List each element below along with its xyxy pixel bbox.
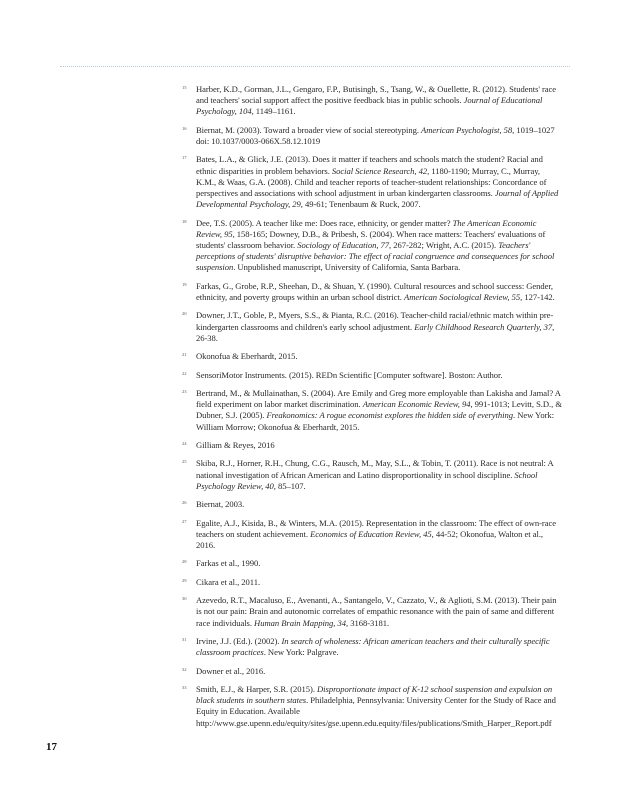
citation-text: . New York: Palgrave. (263, 647, 339, 658)
endnote-number: 20 (182, 311, 187, 317)
endnote-19 (182, 281, 562, 303)
citation-text: , 26-38. (196, 321, 555, 343)
citation-text: Farkas et al., 1990. (196, 558, 261, 569)
endnote-number: 23 (182, 388, 187, 394)
endnote-25 (182, 458, 562, 492)
endnote-31 (182, 636, 562, 658)
endnote-number: 22 (182, 370, 187, 376)
header-rule (60, 66, 570, 67)
citation-source-title: American Sociological Review, 55 (404, 292, 521, 302)
endnote-20 (182, 310, 562, 344)
citation-text: Farkas, G., Grobe, R.P., Sheehan, D., & Shuan, Y. (1990). Cultural resources and school success: Gender, ethnicity, and poverty groups within an urban school district. (196, 280, 553, 302)
endnote-number: 33 (182, 684, 187, 690)
endnote-number: 26 (182, 500, 187, 506)
endnote-number: 25 (182, 459, 187, 465)
citation-text: Irvine, J.J. (Ed.). (2002). (196, 635, 282, 646)
endnote-18 (182, 218, 562, 274)
citation-source-title: Disproportionate impact of K-12 school suspension and expulsion on black students in southern states (196, 683, 553, 706)
citation-text: , 49-61; Tenenbaum & Ruck, 2007. (300, 199, 421, 210)
endnote-15 (182, 84, 562, 118)
endnote-16 (182, 125, 562, 147)
citation-text: Biernat, M. (2003). Toward a broader view of social stereotyping. (196, 124, 422, 135)
endnote-number: 19 (182, 281, 187, 287)
citation-source-title: American Psychologist, 58 (421, 124, 513, 135)
citation-source-title: American Economic Review, 94 (362, 399, 471, 410)
citation-text: , 158-165; Downey, D.B., & Pribesh, S. (2004). When race matters: Teachers' evaluations of students' classroom behavior. (196, 228, 546, 250)
endnote-number: 27 (182, 518, 187, 524)
citation-text: . Philadelphia, Pennsylvania: University Center for the Study of Race and Equity in Education. Available http://www.gse.upenn.edu/equity/sites/gse.upenn.edu.equity/files/publications/Smith_Harper_Report.pdf (196, 695, 556, 728)
citation-text: , 991-1013; Levitt, S.D., & Dubner, S.J. (2005). (196, 399, 562, 421)
citation-source-title: The American Economic Review, 95 (196, 217, 537, 239)
citation-source-title: Social Science Research, 42 (331, 165, 428, 176)
citation-source-title: Teachers' perceptions of students' disruptive behavior: The effect of racial congruence and consequences for school suspension (196, 240, 555, 273)
citation-source-title: School Psychology Review, 40 (196, 469, 538, 491)
citation-source-title: Economics of Education Review, 45 (310, 528, 432, 539)
citation-source-title: Journal of Applied Developmental Psychology, 29 (196, 188, 559, 210)
endnote-number: 30 (182, 596, 187, 602)
citation-source-title: Sociology of Education, 77 (297, 240, 390, 250)
citation-text: , 1019–1027 doi: 10.1037/0003-066X.58.12.1019 (196, 124, 555, 146)
endnote-number: 29 (182, 577, 187, 583)
citation-text: , 267-282; Wright, A.C. (2015). (389, 240, 499, 250)
endnote-24 (182, 440, 562, 451)
citation-text: Downer, J.T., Goble, P., Myers, S.S., & Pianta, R.C. (2016). Teacher-child racial/ethnic match within pre-kindergarten classrooms and children's early school adjustment. (196, 310, 554, 332)
citation-text: Smith, E.J., & Harper, S.R. (2015). (196, 683, 318, 694)
endnote-number: 17 (182, 155, 187, 161)
endnote-21 (182, 351, 562, 362)
endnote-number: 16 (182, 125, 187, 131)
endnote-number: 18 (182, 218, 187, 224)
endnote-number: 31 (182, 636, 187, 642)
endnote-number: 32 (182, 666, 187, 672)
citation-source-title: Human Brain Mapping, 34 (254, 617, 346, 628)
endnote-number: 21 (182, 352, 187, 358)
endnotes-list (182, 84, 562, 736)
citation-text: , 1149–1161. (251, 106, 296, 117)
endnote-17 (182, 154, 562, 210)
citation-text: , 1180-1190; Murray, C., Murray, K.M., & Waas, G.A. (2008). Child and teacher reports of teacher-student relationships: Concordance of perspectives and associations with school adjustment in urban kindergarten classrooms. (196, 165, 547, 198)
citation-text: Biernat, 2003. (196, 499, 245, 510)
endnote-number: 15 (182, 85, 187, 90)
endnote-26 (182, 499, 562, 510)
citation-text: Bertrand, M., & Mullainathan, S. (2004). Are Emily and Greg more employable than Lakisha and Jamal? A field experiment on labor market discrimination. (196, 387, 561, 410)
endnote-32 (182, 666, 562, 677)
citation-source-title: In search of wholeness: African american teachers and their culturally specific classroom practices (196, 635, 550, 658)
page-number: 17 (46, 741, 57, 753)
citation-text: Cikara et al., 2011. (196, 576, 261, 587)
endnote-30 (182, 595, 562, 629)
citation-source-title: Freakonomics: A rogue economist explores the hidden side of everything (266, 410, 513, 421)
citation-text: Bates, L.A., & Glick, J.E. (2013). Does it matter if teachers and schools match the student? Racial and ethnic disparities in problem behaviors. (196, 154, 543, 176)
citation-text: Gilliam & Reyes, 2016 (196, 439, 275, 450)
citation-text: Downer et al., 2016. (196, 665, 266, 676)
citation-text: Egalite, A.J., Kisida, B., & Winters, M.A. (2015). Representation in the classroom: The effect of own-race teachers on student achievement. (196, 517, 556, 539)
citation-text: , 3168-3181. (346, 617, 390, 628)
citation-text: , 85–107. (273, 480, 306, 491)
citation-text: SensoriMotor Instruments. (2015). REDn Scientific [Computer software]. Boston: Author. (196, 369, 503, 380)
citation-text: , 44-52; Okonofua, Walton et al., 2016. (196, 528, 544, 550)
endnote-number: 24 (182, 440, 187, 446)
endnote-29 (182, 577, 562, 588)
endnote-22 (182, 370, 562, 381)
citation-text: Skiba, R.J., Horner, R.H., Chung, C.G., Rausch, M., May, S.L., & Tobin, T. (2011). Race is not neutral: A national investigation of African American and Latino disproportionality in school discipline. (196, 458, 554, 480)
citation-text: Okonofua & Eberhardt, 2015. (196, 351, 298, 362)
endnote-27 (182, 518, 562, 552)
citation-text: Dee, T.S. (2005). A teacher like me: Does race, ethnicity, or gender matter? (196, 217, 453, 228)
citation-text: . New York: William Morrow; Okonofua & Eberhardt, 2015. (196, 410, 554, 432)
endnote-number: 28 (182, 559, 187, 565)
endnote-33 (182, 684, 562, 729)
citation-text: Azevedo, R.T., Macaluso, E., Avenanti, A., Santangelo, V., Cazzato, V., & Aglioti, S.M. (2013). Their pain is not our pain: Brain and autonomic correlates of empathic resonance with the pain of same and different race individuals. (196, 595, 557, 628)
citation-source-title: Journal of Educational Psychology, 104 (196, 95, 543, 117)
citation-text: . Unpublished manuscript, University of California, Santa Barbara. (233, 262, 461, 273)
citation-source-title: Early Childhood Research Quarterly, 37 (414, 321, 553, 332)
citation-text: Harber, K.D., Gorman, J.L., Gengaro, F.P., Butisingh, S., Tsang, W., & Ouellette, R. (2012). Students' race and teachers' social support affect the positive feedback bias in public schools. (196, 84, 557, 106)
endnote-28 (182, 558, 562, 569)
citation-text: , 127-142. (520, 292, 555, 302)
endnote-23 (182, 388, 562, 433)
